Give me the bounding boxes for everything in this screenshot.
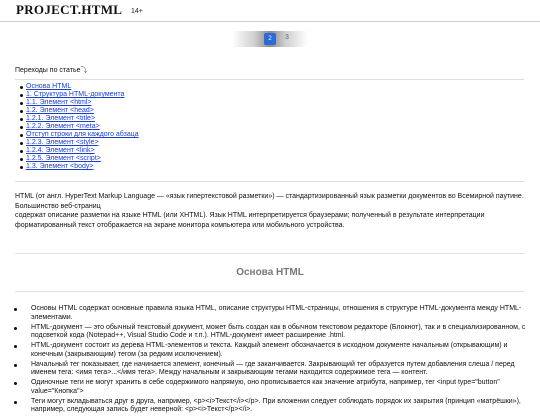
site-logo[interactable]: PROJECT.HTML	[16, 2, 123, 17]
age-rating: 14+	[131, 8, 143, 15]
list-item: Теги могут вкладываться друг в друга, например, <p><i>Текст</i></p>. При вложении следует соблюдать порядок их закрытия (принцип «матрёшки»), например, следующая запись будет неверной: <p><i>Текст</p></i>.	[13, 398, 535, 415]
list-item: HTML-документ — это обычный текстовый документ, может быть создан как в обычном текстовом редакторе (Блокнот), так и в специализированном, с подсветкой кода (Notepad++, Visual Studio Code и т.п.). HTML-документ имеет расширение .html.	[13, 324, 535, 341]
toc-item[interactable]: 1.2.2. Элемент <meta>	[20, 123, 139, 131]
toc-item[interactable]: 1.2.3. Элемент <style>	[20, 139, 139, 147]
site-header	[0, 0, 540, 22]
toc-item[interactable]: Основа HTML	[20, 83, 139, 91]
toc-item[interactable]: 1.2.4. Элемент <link>	[20, 147, 139, 155]
page-current-button[interactable]: 2	[264, 33, 276, 45]
content-bullet-list	[13, 305, 535, 416]
table-of-contents	[14, 83, 139, 171]
list-item: Основы HTML содержат основные правила языка HTML, описание структуры HTML-страницы, отношения в структуре HTML-документа между HTML-элементами.	[13, 305, 535, 322]
toc-divider-bottom	[15, 181, 524, 182]
intro-text	[15, 192, 527, 230]
list-item: HTML-документ состоит из дерева HTML-элементов и текста. Каждый элемент обозначается в исходном документе начальным (открывающим) и конечным (закрывающим) тегом (за редким исключением).	[13, 342, 535, 359]
list-item: Одиночные теги не могут хранить в себе содержимого напрямую, оно прописывается как значение атрибута, например, тег <input type="button" value="Кнопка">	[13, 379, 535, 396]
header-divider	[0, 21, 540, 22]
toc-item[interactable]: 1.2.5. Элемент <script>	[20, 155, 139, 163]
toc-divider-top	[15, 79, 524, 80]
intro-paragraph: HTML (от англ. HyperText Markup Language — «язык гипертекстовой разметки») — стандартизированный язык разметки документов во Всемирной паутине. Большинство веб-страниц	[15, 193, 524, 210]
toc-item[interactable]: 1.2.1. Элемент <title>	[20, 115, 139, 123]
toc-item[interactable]: 1. Структура HTML-документа	[20, 91, 139, 99]
toc-item[interactable]: 1.3. Элемент <body>	[20, 163, 139, 171]
toc-toggle[interactable]: Переходы по статье⤵	[15, 67, 88, 74]
toc-item[interactable]: 1.2. Элемент <head>	[20, 107, 139, 115]
toc-item[interactable]: Отступ строки для каждого абзаца	[20, 131, 139, 139]
intro-paragraph: содержат описание разметки на языке HTML (или XHTML). Язык HTML интерпретируется браузерами; полученный в результате интерпретации форматированный текст отображается на экране монитора компьютера или мобильного устройства.	[15, 212, 485, 229]
list-item: Начальный тег показывает, где начинается элемент, конечный — где заканчивается. Закрывающий тег образуется путем добавления слеша / перед именем тега: <имя тега>...</имя тега>. Между начальным и закрывающим тегами находится содержимое тега — контент.	[13, 361, 535, 378]
toc-item[interactable]: 1.1. Элемент <html>	[20, 99, 139, 107]
section-title: Основа HTML	[236, 267, 304, 278]
page-next-button[interactable]: 3	[285, 34, 289, 41]
